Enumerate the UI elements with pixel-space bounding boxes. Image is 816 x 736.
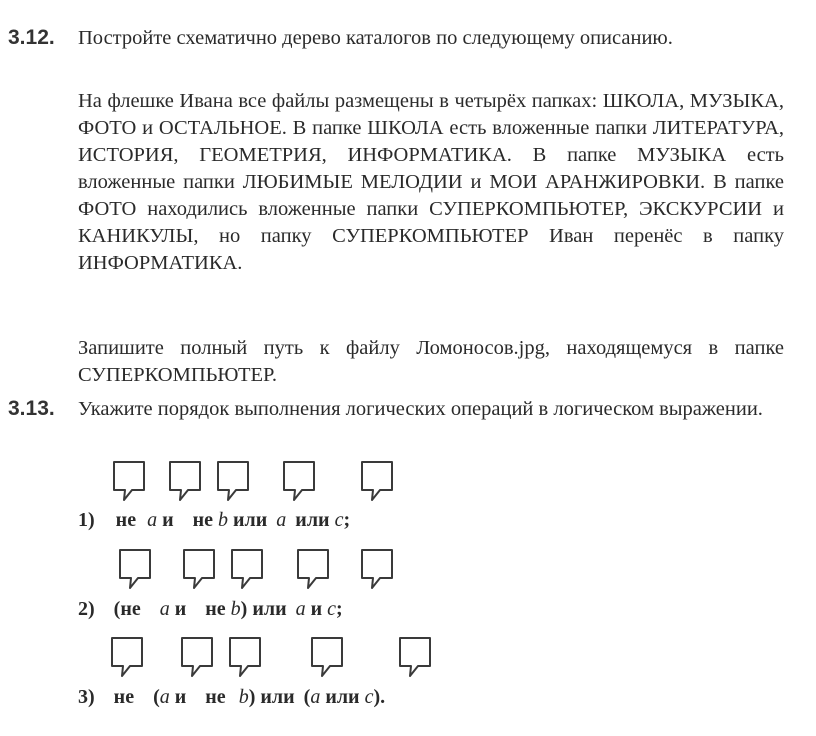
expression-part: не xyxy=(115,509,137,531)
expression-label: 1) xyxy=(78,509,95,531)
expression-variable: a xyxy=(159,598,170,620)
task-3-12-description xyxy=(78,88,784,277)
answer-box-1-1[interactable] xyxy=(112,460,146,500)
expression-part: или xyxy=(295,509,330,531)
expression-part: ; xyxy=(343,509,351,531)
answer-box-2-4[interactable] xyxy=(296,548,330,588)
expression-part: и xyxy=(174,686,187,708)
expression-part: не xyxy=(113,686,135,708)
answer-box-1-5[interactable] xyxy=(360,460,394,500)
expression-part: не xyxy=(205,686,226,708)
expression-variable: a xyxy=(310,686,321,708)
expression-variable: a xyxy=(159,686,170,708)
expression-part: ; xyxy=(336,598,343,620)
answer-box-2-1[interactable] xyxy=(118,548,152,588)
task-3-13-intro-text: Укажите порядок выполнения логических операций в логическом выражении. xyxy=(78,398,763,420)
answer-box-2-5[interactable] xyxy=(360,548,394,588)
expression-part: (не xyxy=(113,598,141,620)
expression-label: 3) xyxy=(78,686,95,708)
answer-box-2-2[interactable] xyxy=(182,548,216,588)
expression-variable: a xyxy=(276,509,287,531)
answer-box-1-3[interactable] xyxy=(216,460,250,500)
expression-variable: c xyxy=(364,686,374,708)
expression-part: или xyxy=(252,598,287,620)
expression-part: и xyxy=(310,598,323,620)
expression-part: ( xyxy=(303,686,311,708)
expression-1 xyxy=(78,509,350,532)
expression-part: и xyxy=(162,509,174,531)
expression-part: или xyxy=(325,686,360,708)
task-3-12-intro xyxy=(78,25,784,52)
expression-part: не xyxy=(192,509,214,531)
answer-box-1-2[interactable] xyxy=(168,460,202,500)
expression-part: ) xyxy=(248,686,256,708)
expression-part: или xyxy=(233,509,268,531)
answer-box-3-3[interactable] xyxy=(228,636,262,676)
task-3-12-description-text: На флешке Ивана все файлы размещены в четырёх папках: ШКОЛА, МУЗЫКА, ФОТО и ОСТАЛЬНОЕ. В папке ШКОЛА есть вложенные папки ЛИТЕРАТУРА, ИСТОРИЯ, ГЕОМЕТРИЯ, ИНФОРМАТИКА. В папке МУЗЫКА есть вложенные папки ЛЮБИМЫЕ МЕЛОДИИ и МОИ АРАНЖИРОВКИ. В папке ФОТО находились вложенные папки СУПЕРКОМПЬЮТЕР, ЭКСКУРСИИ и КАНИКУЛЫ, но папку СУПЕРКОМПЬЮТЕР Иван перенёс в папку ИНФОРМАТИКА. xyxy=(78,90,784,274)
task-3-13-number: 3.13. xyxy=(8,397,55,420)
expression-variable: c xyxy=(334,509,344,531)
expression-part: ). xyxy=(373,686,386,708)
expression-variable: c xyxy=(327,598,337,620)
task-3-12-question xyxy=(78,335,784,389)
expression-part: и xyxy=(174,598,187,620)
expression-variable: b xyxy=(238,686,249,708)
expression-3 xyxy=(78,686,385,709)
expression-variable: a xyxy=(147,509,158,531)
task-3-13-intro xyxy=(78,396,784,423)
task-3-12-number: 3.12. xyxy=(8,26,55,49)
task-3-12-intro-text: Постройте схематично дерево каталогов по следующему описанию. xyxy=(78,27,673,49)
expression-label: 2) xyxy=(78,598,95,620)
expression-part: не xyxy=(205,598,226,620)
expression-part: ) xyxy=(240,598,248,620)
answer-box-1-4[interactable] xyxy=(282,460,316,500)
expression-2 xyxy=(78,598,343,621)
answer-box-2-3[interactable] xyxy=(230,548,264,588)
answer-box-3-4[interactable] xyxy=(310,636,344,676)
expression-part: ( xyxy=(153,686,160,708)
task-3-12-question-text: Запишите полный путь к файлу Ломоносов.jpg, находящемуся в папке СУПЕРКОМПЬЮТЕР. xyxy=(78,337,784,386)
expression-variable: a xyxy=(295,598,306,620)
expression-part: или xyxy=(260,686,295,708)
expression-variable: b xyxy=(230,598,241,620)
answer-box-3-5[interactable] xyxy=(398,636,432,676)
answer-box-3-2[interactable] xyxy=(180,636,214,676)
answer-box-3-1[interactable] xyxy=(110,636,144,676)
expression-variable: b xyxy=(218,509,229,531)
